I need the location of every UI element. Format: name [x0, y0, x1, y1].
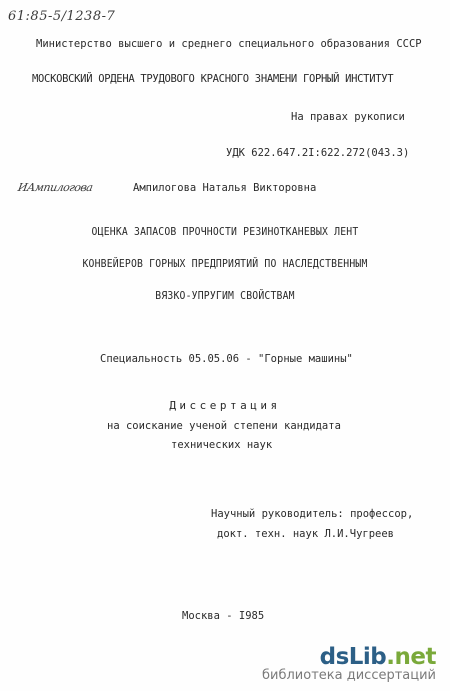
dissertation-degree-line: на соискание ученой степени кандидата: [107, 420, 341, 432]
dissertation-heading: Диссертация: [169, 399, 281, 412]
author-name: Ампилогова Наталья Викторовна: [133, 182, 317, 194]
place-year: Москва - I985: [182, 610, 265, 622]
title-line-1: ОЦЕНКА ЗАПАСОВ ПРОЧНОСТИ РЕЗИНОТКАНЕВЫХ ЛЕНТ: [91, 226, 359, 238]
watermark-brand: [262, 645, 436, 669]
supervisor-line-2: докт. техн. наук Л.И.Чугреев: [217, 528, 395, 540]
handwritten-archive-code: 61:85-5/1238-7: [8, 9, 116, 24]
ministry-line: Министерство высшего и среднего специального образования СССР: [36, 38, 422, 50]
rights-note: На правах рукописи: [291, 111, 405, 123]
supervisor-line-1: Научный руководитель: профессор,: [211, 508, 414, 520]
title-line-2: КОНВЕЙЕРОВ ГОРНЫХ ПРЕДПРИЯТИЙ ПО НАСЛЕДСТВЕННЫМ: [82, 258, 368, 270]
watermark-brand-main: dsLib: [319, 644, 387, 670]
title-line-3: ВЯЗКО-УПРУГИМ СВОЙСТВАМ: [155, 290, 295, 302]
dslib-watermark: [262, 645, 436, 683]
institute-line: МОСКОВСКИЙ ОРДЕНА ТРУДОВОГО КРАСНОГО ЗНАМЕНИ ГОРНЫЙ ИНСТИТУТ: [32, 73, 394, 85]
watermark-subtitle: библиотека диссертаций: [262, 668, 436, 683]
handwritten-signature: ИАмпилогова: [16, 181, 94, 194]
dissertation-field-line: технических наук: [171, 439, 273, 451]
udk-code: УДК 622.647.2I:622.272(043.3): [226, 147, 410, 159]
specialty-line: Специальность 05.05.06 - "Горные машины": [100, 353, 353, 365]
watermark-brand-tld: .net: [386, 644, 436, 670]
